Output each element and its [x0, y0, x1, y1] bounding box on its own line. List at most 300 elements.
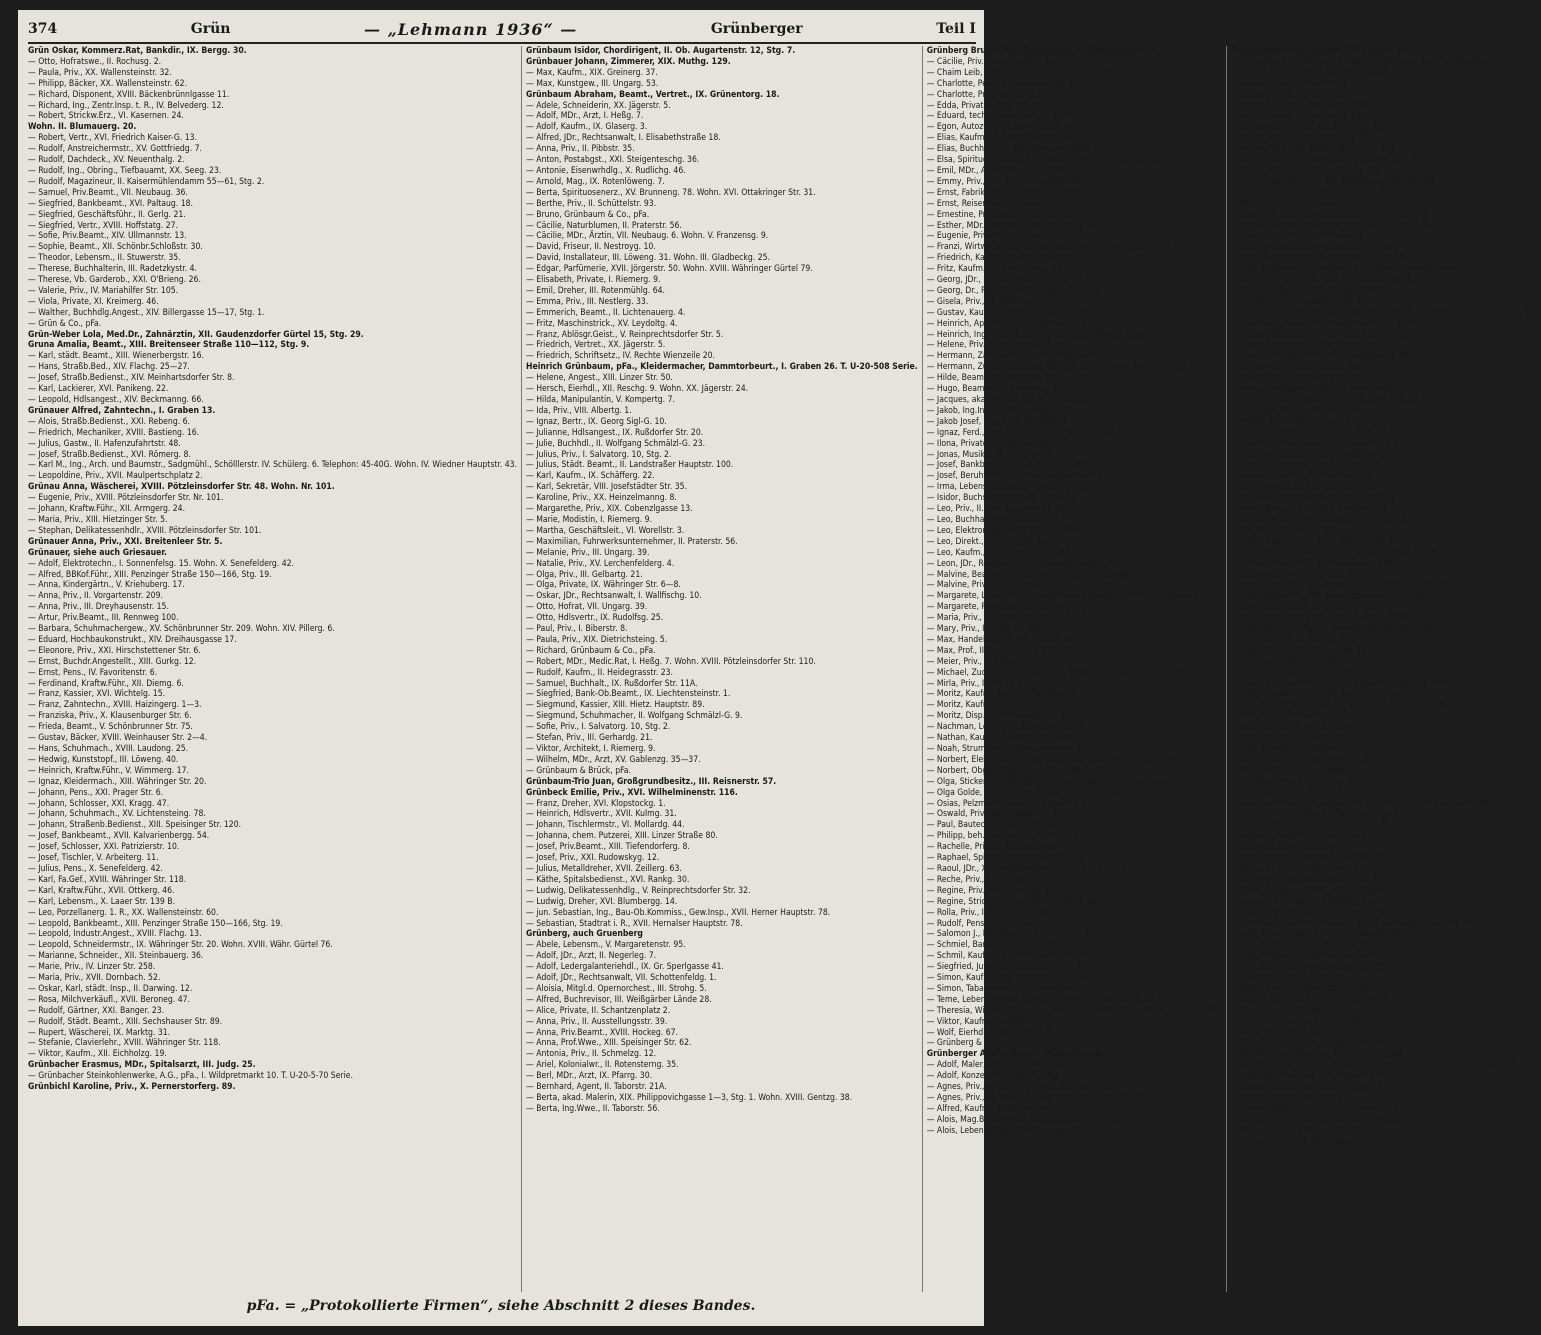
directory-entry: — Viktor, Architekt, I. Riemerg. 9. [526, 744, 656, 754]
directory-entry: — Stephan, Delikatessenhdlr., XVIII. Pötzleinsdorfer Str. 101. [28, 525, 262, 536]
directory-entry: — Alois, Lebensmittel, XIX. Sommerg. 2. [926, 1125, 1083, 1136]
directory-entry: — Else, Lebensm., II. Stuwerstr. 14. Wohn. II. Arnezhoferstr. 7. [1230, 264, 1470, 275]
directory-entry: — Friedrich, Kaufm., XI. Wiesingerstr. 1. [926, 253, 1080, 264]
directory-entry: — Karoline, Priv., X. Landgutg. 5. [1230, 765, 1358, 776]
directory-entry: — Josef, MDr., Arzt, VIII. Josefstädter Straße 81—83, Stg. 1. [1230, 580, 1459, 591]
directory-entry: — Berta, Spirituosenerz., XV. Brunneng. 78. Wohn. XVI. Ottakringer Str. 31. [526, 187, 816, 198]
directory-entry: — Paula, Priv., XIX. Dietrichsteing. 5. [526, 634, 668, 645]
directory-entry: — Maria, Priv., XVII. Dornbach. 52. [28, 973, 161, 984]
directory-entry: — Ida, Priv., VIII. Albertg. 1. [526, 405, 632, 416]
directory-entry: — Grünbacher Steinkohlenwerke, A.G., pFa., I. Wildpretmarkt 10. T. U-20-5-70 Serie. [28, 1071, 353, 1082]
directory-entry: — Emma, Priv., III. Nestlerg. 33. [526, 296, 649, 307]
directory-entry: — Emmy, Priv., XIX. Grinzinger Allee 38. [926, 176, 1082, 187]
directory-entry: — Paul, Priv., I. Biberstr. 8. [526, 624, 628, 635]
directory-entry: — Olga, Private, IX. Währinger Str. 6—8. [526, 580, 681, 591]
directory-entry: — Anna, Gastw., VII. Halbg. 22. [1230, 89, 1351, 100]
directory-entry: — Karl, Kraftw.Führ., XVII. Ottkerg. 46. [28, 885, 175, 896]
directory-entry: — Johann, Kaufgehilf., X. Favoritenstr. 264. [1230, 558, 1396, 569]
part-label: Teil I [936, 21, 976, 37]
directory-entry: — Anton, Magazineur, II. Kleistg. 28. [1230, 133, 1372, 144]
directory-entry: — Marie, Priv., II. Ob. Weißgerberstr. 14. [1230, 874, 1385, 885]
directory-entry: — Josef, Straßb.Bedienst., XVI. Römerg. 8. [28, 449, 191, 460]
directory-entry: — Anna, Priv.Beamt., XVIII. Hockeg. 67. [526, 1027, 679, 1038]
directory-entry: — Natalie, Priv., XV. Lerchenfelderg. 4. [526, 558, 675, 569]
directory-entry: — Elias, Kaufm., X. Raaberbahng. 14. [926, 133, 1072, 144]
directory-entry: — Arnold, Mag., IX. Rotenlöweng. 7. [526, 176, 665, 187]
directory-entry: — Anna, Priv., XVIII. Gymnasiumstr. 24A. [1230, 100, 1388, 111]
directory-entry: — Adolf, JDr., Arzt, II. Negerleg. 7. [526, 951, 657, 962]
directory-entry: — Ludwig, Kaufm., XIII. Neumanerg. 37. [1230, 853, 1385, 864]
directory-entry: — Ignaz, Bertr., IX. Georg Sigl-G. 10. [526, 416, 667, 427]
header-right-word: Grünberger [710, 21, 803, 37]
directory-entry: — Johann, Schlosser, XXI. Kragg. 47. [28, 798, 170, 809]
directory-entry: — Rudolf, Ing., Obring., Tiefbauamt, XX. Seeg. 23. [28, 165, 222, 176]
directory-entry: — Therese, Priv., I. Seilerstätte 17. [1230, 1125, 1365, 1136]
directory-entry: — Ignaz, Ferd., Arzt, Chefadmin., II. Schwarzeng. 6. [926, 427, 1126, 438]
directory-entry: — Julius, Städt. Beamt., II. Landstraßer Hauptstr. 100. [526, 460, 734, 471]
directory-entry: — Adele, Schneiderin, XX. Jägerstr. 5. [526, 100, 671, 111]
directory-entry: — Berthe, Priv., II. Schüttelstr. 93. [526, 198, 657, 209]
directory-entry: — Teme, Lebensm., XIX. Hardtg. 34. Wohn. XIX. Hardtg. 33. [926, 994, 1157, 1005]
directory-entry: — Isidor, Buchsachverst., IX. Hörlg. 11. [926, 493, 1078, 504]
directory-entry: — David, Installateur, III. Löweng. 31. Wohn. III. Gladbeckg. 25. [526, 253, 771, 264]
directory-entry: — Karl, Lackierer, XVI. Panikeng. 22. [28, 384, 169, 395]
directory-entry: — Josef, Lebensm., I. Biberstr. 10. Wohn. Nr. 9. [1230, 613, 1411, 624]
directory-entry: — Josef, Schlosser, XXI. Patrizierstr. 10. [28, 842, 180, 853]
directory-entry: — Sofie, Priv., I. Salvatorg. 10, Stg. 2. [526, 722, 671, 733]
directory-entry: Grünauer Anna, Priv., XXI. Breitenleer Str. 5. [28, 536, 223, 547]
directory-entry: — Josef, BBBeamt., XXI. Kaiser-Ebersdorfer Str. 307. [1230, 591, 1432, 602]
directory-entry: — Norbert, Elektromaterialgroßhdlg., XIX. Gregor Mendel-Str. 44. [926, 754, 1178, 765]
directory-entry: — Leopold, Bankbeamt., XIII. Penzinger Straße 150—166, Stg. 19. [28, 918, 283, 929]
directory-entry: — Viktor, MDr., Arzt, VIII. Zeltg. 6. [1230, 1136, 1361, 1147]
directory-entry: — Christine, Hundeportuast., XVI. Lindauergasse 2. [1230, 209, 1430, 220]
directory-entry: — Max, Kaufm., XIX. Greinerg. 37. [526, 67, 658, 78]
directory-entry: — Julie, Portiere, X. Fernkorng. 99. [1230, 667, 1363, 678]
directory-entry: — Friedrich, Fleischhau., XIV. Strandbildg. 16. [1230, 438, 1407, 449]
directory-entry: — Maria, Priv., XIII. Hietzinger Str. 5. [28, 514, 168, 525]
directory-entry: — Oskar, JDr., Rechtsanwalt, I. Wallfischg. 10. [526, 591, 702, 602]
directory-entry: — Richard, Disponent, XVIII. Bäckenbrünnlgasse 11. [28, 89, 230, 100]
directory-entry: — Max, Kunstgew., III. Ungarg. 53. [526, 78, 659, 89]
directory-entry: — Stefan, Priv., III. Gerhardg. 21. [526, 733, 653, 744]
directory-entry: — Emmerich, Beamt., II. Lichtenauerg. 4. [526, 307, 686, 318]
directory-entry: — Rudolf, Dachdeck., XV. Neuenthalg. 2. [28, 155, 185, 166]
directory-entry: — Margarete, Lebensm., V. Siebenbrunnengasse 42. Wohn. II. Molkereistr. 3. [926, 591, 1222, 602]
directory-entry: — Therese, Lebensm., XIV. Wimbergerg. 33. [1230, 1114, 1401, 1125]
directory-entry: — Emil, Dreher, III. Rotenmühlg. 64. [526, 285, 665, 296]
directory-entry: — Alpern Fliegfeld, Hankstr 60 Wohn. II. [1230, 449, 1385, 460]
directory-entry: — Berta, Ing.Wwe., II. Taborstr. 56. [526, 1103, 660, 1114]
directory-entry: — Adolf, Maler, VII. Schottenfeldg. 46. [926, 1060, 1074, 1071]
directory-entry: — Alfred, Buchrevisor, III. Weißgärber Lände 28. [526, 994, 712, 1005]
directory-entry: — Edda, Private, XVIII. Schulg. 32. [926, 100, 1059, 111]
directory-entry: — Eduard, Bäcker, XI. Rinnböckstr. 70. [1230, 231, 1380, 242]
directory-entry: — Bruno, Grünbaum & Co., pFa. [526, 209, 650, 220]
directory-entry: — Leopold, Angestellt., IV. Fleischmanng. 9. [1230, 809, 1400, 820]
directory-entry: — Anton, Schlosser, XI. Herbortg. 22—24, Stg. 13. [1230, 155, 1425, 166]
directory-entry: — Ludwig, Delikatessenhdlg., V. Reinprechtsdorfer Str. 32. [526, 885, 751, 896]
directory-entry: — Franz, Zahntechn., XVIII. Haizingerg. 1—3. [28, 700, 202, 711]
directory-entry: — Cäcilie, MDr., Ärztin, VII. Neubaug. 6. Wohn. V. Franzensg. 9. [526, 231, 769, 242]
directory-entry: — Franziska, Priv., X. Klausenburger Str. 6. [28, 711, 192, 722]
directory-entry: — Johann, Tischlermstr., VI. Mollardg. 44. [526, 820, 685, 831]
directory-entry: — Rudolf, Pens., II. Schüttelstr. 57. [926, 918, 1060, 929]
directory-entry: — Leopold, Hdlsangest., XIV. Beckmanng. 66. [28, 395, 204, 405]
directory-entry: — Franz, Mechaniker, XX. Jannstr. 1. [1230, 373, 1370, 384]
directory-entry: — Paula, Priv., XX. Wallensteinstr. 32. [28, 67, 172, 78]
directory-entry: — David, Friseur, II. Nestroyg. 10. [526, 242, 656, 253]
directory-entry: — Leo, Konfektion, XX. Leopoldstr. 78. Wohn. IV. Wiedner Gürtel 44. [1230, 798, 1492, 809]
directory-entry: — Agnes, Priv., IX. Lazarettg. 12. Wohn. IX. Porzellang. 5. [926, 1093, 1147, 1103]
directory-entry: — Amalie, Priv., IX. Patzfeldstr. 3. [1230, 78, 1359, 89]
directory-entry: — Marianne, Schneider., XII. Steinbauerg. 36. [28, 951, 204, 962]
directory-entry: — Leo, Porzellanerg. 1. R., XX. Wallensteinstr. 60. [28, 907, 219, 918]
directory-entry: — Olga, Priv., III. Gelbartg. 21. [526, 569, 643, 580]
directory-entry: — Moritz, Kaufm., II. Glockeng. 1. [926, 700, 1056, 711]
directory-entry: — Viktor, Kaufm., IV. Mühlg. 56. [926, 1016, 1049, 1027]
directory-entry: — Karoline, Priv., XII. Koringg. 1. [1230, 776, 1355, 787]
directory-entry: — Anna, Kindergärtn., V. Kriehuberg. 17. [28, 580, 185, 591]
directory-entry: — Elisabeth, Private, I. Riemerg. 9. [526, 275, 661, 286]
directory-entry: — Josef, Bankbeamt., XVII. Kalvarienbergg. 54. [28, 831, 210, 842]
directory-entry: — Anna, Prof.Wwe., XIII. Speisinger Str. 62. [526, 1038, 692, 1049]
directory-entry: — Ernst, Fabriksdir., XVIII. Edelhofg. 36. [926, 187, 1080, 198]
directory-entry: Grünauer Alfred, Zahntechn., I. Graben 13. [28, 405, 216, 416]
directory-entry: — Matthias, Straßenb.Bedienst., XVI. Landstraßer Hauptstr. 72. [1230, 918, 1475, 929]
directory-entry: — Felix, MDr., Arzt, XX. Brigittenauer Lände 46. Wohn. IX. Sechsschimmelg. 17. [1230, 307, 1538, 318]
directory-entry: — Philipp, beh. Zahntechn., III. Hegg. 34. [926, 831, 1086, 842]
directory-entry: — Martina, Borrickt., X. Steudelg. 36. [1230, 896, 1375, 907]
directory-entry: — Jakob Josef, Ing., Priv., IX. Glaserg. 9. [926, 416, 1079, 427]
directory-entry: Grün Oskar, Kommerz.Rat, Bankdir., IX. Bergg. 30. [28, 46, 247, 56]
directory-entry: — Franz, Schlosser, XI. Schanzung. 2—6, Stg. 13. [1230, 395, 1421, 405]
directory-entry: — Rupert, Wäscherei, IX. Marktg. 31. [28, 1027, 171, 1038]
directory-entry: — Karl, Schneider, XVI. Sabelg. 9. [1230, 722, 1361, 733]
directory-entry: — Franz, Hilfsarb., XV. Zinkeg. 36. [1230, 362, 1362, 373]
directory-entry: — Ferdinand, Kraftw.Führ., XII. Diemg. 6. [28, 678, 184, 689]
directory-entry: — Theresia, Wirtwr., III. Landstr. Hauptstraße 16. Wohn. III. St. Johann-G. 16. [926, 1005, 1221, 1016]
directory-entry: — Moritz, Kaufm., XVIII. Hoffstattg. 23. [926, 689, 1076, 700]
directory-entry: — Raphael, Spielwarbrt., IX. Glaserg. 10. [926, 853, 1085, 864]
directory-entry: — Frieda, Beamt., V. Schönbrunner Str. 75. [28, 722, 193, 733]
directory-entry: — Jacques, akad. Maler, XIX. Huttmanng. 102. [926, 395, 1106, 405]
directory-entry: — Max, Vertret., XIX. Heiligenstädter Str. 165. [1230, 929, 1408, 940]
directory-entry: — Rosa, Milchverkäufl., XVII. Beroneg. 47. [28, 994, 191, 1005]
directory-entry: — Oswald, Priv., III. Radetzkystr. 12. [926, 809, 1065, 820]
directory-entry: — Ida, Priv., XII. Fenzig. 19. [1230, 525, 1336, 536]
directory-entry: — Adolf, MDr., Arzt, I. Heßg. 7. [526, 111, 644, 122]
directory-entry: — Grün & Co., pFa. [28, 318, 102, 329]
directory-entry: — Adolf, Ledergalanteriehdl., IX. Gr. Sperlgasse 41. [526, 962, 724, 973]
directory-entry: — Frieda, Buchbdst.Einleg., XII. Fochg. 22. [1230, 416, 1394, 427]
directory-entry: — Otto, Hdlsvertr., IX. Rudolfsg. 25. [526, 613, 664, 624]
directory-entry: — Bertha, Priv., XVII. Kreuzg. 35. [1230, 198, 1357, 209]
directory-entry: — Gustav, Juwelier, IV. Heumühlg. 6. [1230, 471, 1372, 482]
directory-entry: Gruna Amalia, Beamt., XIII. Breitenseer Straße 110—112, Stg. 9. [28, 340, 310, 351]
directory-entry: — Marie, Priv., IV. Linzer Str. 258. [28, 962, 156, 973]
directory-entry: Heinrich Grünbaum, pFa., Kleidermacher, Dammtorbeurt., I. Graben 26. T. U-20-508 Serie. [526, 362, 918, 373]
directory-entry: — Otto, Hofrat, VII. Ungarg. 39. [526, 602, 648, 613]
directory-entry: — Rolla, Priv., I. Hoher Markt 8. [926, 907, 1047, 918]
directory-entry: — Leopold, Bäcker, I. Rubelingang. 1—3. [1230, 820, 1388, 831]
directory-entry: — Alice, Private, II. Schantzenplatz 2. [526, 1005, 671, 1016]
directory-entry: — Chaim Leib, Kaffeemach., II. Schönlaterng. 3. [926, 67, 1112, 78]
directory-entry: — Marie, Steuermsdl.Wt., XXI. Sollingerg. 3. [1230, 885, 1401, 896]
directory-entry: — Samuel, Kürschner, VI. Mariahilfer Straße 105. Wohn. II. Rotensterng. 7. [1230, 1060, 1518, 1071]
directory-entry: — Emil, Priv.Beamt., XXI. Prager Str. 88. [1230, 285, 1385, 296]
directory-entry: — Abele, Lebensm., V. Margaretenstr. 95. [526, 940, 686, 951]
directory-entry: — Eduard, Hochbaukonstrukt., XIV. Dreihausgasse 17. [28, 634, 237, 645]
directory-entry: — Gustav, Bäcker, XVIII. Weinhauser Str. 2—4. [28, 733, 208, 744]
directory-entry: — Walther, Buchhdlg.Angest., XIV. Billergasse 15—17, Stg. 1. [28, 307, 265, 318]
directory-entry: — Valerie, Priv., IV. Mariahilfer Str. 105. [28, 285, 179, 296]
directory-entry: — Leopoldine, Priv., XVII. Maulpertschplatz 2. [28, 471, 203, 482]
directory-entry: Grünbaum-Trio Juan, Großgrundbesitz., III. Reisnerstr. 57. [526, 776, 777, 787]
directory-entry: — Barbara, Schuhmachergew., XV. Schönbrunner Str. 209. Wohn. XIV. Pillerg. 6. [28, 624, 335, 635]
directory-entry: — Gisela, Priv., IX. Glaserg. 7. [926, 296, 1042, 307]
directory-entry: — Otto, Pens., II. Mühlg. 1, Stg. 2. [1230, 1005, 1361, 1016]
directory-entry: — Friederike, Bankbeamt., XVIII. Staudg. 68. [1230, 427, 1403, 438]
directory-entry: — Heinrich, Hdlsvertr., XVII. Kulmg. 31. [526, 809, 677, 820]
directory-column-3 [923, 46, 1227, 1292]
directory-entry: — Hermann, Zahntechn., II. Unt. Augartenstr. 5. [926, 351, 1112, 362]
directory-column-1 [24, 46, 522, 1292]
directory-entry: — Julianne, Hdlsangest., IX. Rußdorfer Str. 20. [526, 427, 704, 438]
directory-entry: — Käthe, Spitalsbedienst., XVI. Rankg. 30. [526, 874, 690, 885]
directory-entry: — Otto, Hofratswe., II. Rochusg. 2. [28, 56, 162, 67]
directory-entry: — Robert, Strickw.Erz., VI. Kasernen. 24. [28, 111, 184, 122]
directory-entry: — Anna, Schneiderin, XIII. Eberingg. 13. [1230, 122, 1386, 133]
directory-entry: — Anton, Postabgst., XXI. Steigenteschg. 36. [526, 155, 700, 166]
directory-entry: — Josef, Mil.Gan.Offiz., III. Landstr. Hauptstraße 146. [1230, 624, 1434, 635]
directory-entry: — Salomon J., Hausier., XX. Rauscherstr. 7. [926, 929, 1093, 940]
directory-entry: — Robert, MDr., Medic.Rat, I. Heßg. 7. Wohn. XVIII. Pötzleinsdorfer Str. 110. [526, 656, 816, 667]
directory-entry: — Samuel, Buchhalt., IX. Rußdorfer Str. 11A. [526, 678, 698, 689]
directory-entry: — Viktor, Kaufm., XII. Eichholzg. 19. [28, 1049, 167, 1060]
directory-entry: — Leo, Buchhalter, IX. Alserstr. 12. [926, 514, 1062, 525]
directory-entry: — Cäcilie, Naturblumen, II. Praterstr. 56. [526, 220, 682, 231]
directory-entry: — Karl, Fa.Gef., XVIII. Währinger Str. 118. [28, 874, 187, 885]
directory-entry: — Rudolf, Schneidermstr., XVII. Bergsteig 38. [1230, 1049, 1405, 1060]
directory-entry: — Max, Reisend., IX. Währinger Gürtel 10. [1230, 951, 1394, 962]
directory-entry: — Alois, Straßb.Bedienst., XXI. Rebeng. 6. [28, 416, 191, 427]
directory-entry: — Georg, JDr., Ldgr.Rat, XVIII. Genzg. 38. [926, 275, 1085, 286]
directory-entry: — Julius, Metalldreher, XVII. Zeillerg. 63. [526, 863, 682, 874]
directory-entry: — Leopold, Industr.Angest., XVIII. Flachg. 13. [28, 929, 202, 940]
directory-entry: — Martha, Geschäftsleit., VI. Worellstr. 3. [526, 525, 685, 536]
directory-entry: — Philipp, Bäcker, XX. Wallensteinstr. 62. [28, 78, 188, 89]
directory-entry: — Anna, Priv., II. Pibbstr. 35. [526, 144, 635, 155]
directory-entry: — Leo, Kaufm., XVIII. Karl Beck-G. 41. [926, 547, 1073, 558]
directory-entry: — Emil, Ablösgangest., XVII. Schottenfeldg. 64. [1230, 275, 1414, 286]
directory-entry: — Leopold, Konditor, XV. Gr. Paterg. 9. [1230, 831, 1378, 842]
directory-entry: — Karl, Sekretär, VIII. Josefstädter Str. 35. [526, 482, 688, 493]
directory-entry: Grünberger Adele, Modes, III. Ungarg. 9. [926, 1049, 1105, 1060]
directory-entry: — Ferdinand, Kasss., XII. Hetzendorfer Str. 104A. [1230, 318, 1419, 329]
directory-entry: — Rudolf, Städt. Beamt., XIII. Sechshauser Str. 89. [28, 1016, 223, 1027]
directory-entry: — Julius, Gastw., II. Hafenzufahrtstr. 48. [28, 438, 181, 449]
directory-entry: — Siegfried, Geschäftsführ., II. Gerlg. 21. [28, 209, 186, 220]
directory-entry: — Ernst, Buchdr.Angestellt., XIII. Gurkg. 12. [28, 656, 197, 667]
directory-entry: — Alois, JDr., Rechtsanw., I. Frenzing 7. Wohn. IX. Peter Jordan-Str. 47. [1230, 56, 1499, 67]
directory-entry: — Fritz, Kaufm., IV. Blechturmg. 18. [926, 264, 1064, 275]
directory-entry: — Rudolf, Anstreichermstr., XV. Gottfriedg. 7. [28, 144, 202, 155]
directory-entry: — Maximilian, Amtl.Rat, IV. Str. 9. [1230, 973, 1360, 984]
directory-entry: — Berta, akad. Malerin, XIX. Philippovichgasse 1—3, Stg. 1. Wohn. XVIII. Gentzg. 38. [526, 1093, 853, 1103]
directory-entry: — Alfred, BBKof.Führ., XIII. Penzinger Straße 150—166, Stg. 19. [28, 569, 272, 580]
directory-entry: — Friedrich, Vertret., XX. Jägerstr. 5. [526, 340, 666, 351]
directory-entry: — Therese, Vb. Garderob., XXI. O'Brieng. 26. [28, 275, 201, 286]
directory-entry: — Josef, Fleischhau., X. Schleierg. 11. [1230, 602, 1377, 613]
directory-entry: — Moritz, Disp., IX. Währinger Str. 25. [926, 711, 1073, 722]
directory-entry: — Alois, Mag.Beamt., XXI. An d. unt. alten Donau 61A. [926, 1114, 1137, 1125]
directory-entry: — Jonas, Musiker, II. Schreig. 12. [926, 449, 1053, 460]
directory-entry: — Max, Speisewr., IX. Währinger Str. 25. [1230, 962, 1386, 973]
directory-entry: — Franz, Dreher, XVI. Klopstockg. 1. [526, 798, 666, 809]
directory-entry: — Antonia, Priv., II. Schmelzg. 12. [526, 1049, 657, 1060]
directory-entry: — Karl, städt. Beamt., XIII. Wienerbergstr. 16. [28, 351, 204, 362]
directory-entry: — Sebastian, Stadtrat i. R., XVII. Hernalser Hauptstr. 78. [526, 918, 743, 929]
directory-entry: — August, Bankbeamt., XIII. Hütteldorfer Straße 283. [1230, 176, 1437, 187]
directory-entry: — Berl, MDr., Arzt, IX. Pfarrg. 30. [526, 1071, 653, 1082]
directory-entry: Grünbeck Emilie, Priv., XVI. Wilhelminenstr. 116. [526, 787, 738, 798]
directory-entry: — Anna, Priv., II. Vorgartenstr. 209. [28, 591, 163, 602]
directory-entry: — Siegmund, Schuhmacher, II. Wolfgang Schmälzl-G. 9. [526, 711, 743, 722]
directory-entry: — Oskar, Karl, städt. Insp., II. Darwing. 12. [28, 983, 193, 994]
directory-entry: — Siegfried, Juwelier, II. Ob. Donaustr. 107. [926, 962, 1094, 973]
directory-entry: — Helene, Priv., I. Gonzagag. 11. [926, 340, 1054, 351]
directory-entry: — Eugenie, Priv., XVIII. Pötzleinsdorfer Str. Nr. 101. [28, 493, 224, 504]
directory-entry: Grünbacher Erasmus, MDr., Spitalsarzt, III. Judg. 25. [28, 1060, 256, 1071]
directory-entry: — Anton, Pens., XX. Robert Blum-G. 3, Stg. 4. [1230, 144, 1407, 155]
directory-entry: — Norbert, Obgemälde, II. Schöllerhofg. 7—9. [926, 765, 1104, 776]
directory-entry: Grün-Weber Lola, Med.Dr., Zahnärztin, XII. Gaudenzdorfer Gürtel 15, Stg. 29. [28, 329, 364, 340]
directory-entry: — Anna, Priv., III. Dreyhausenstr. 15. [28, 602, 169, 613]
directory-entry: — Franz, Ablösgr.Geist., V. Reinprechtsdorfer Str. 5. [526, 329, 724, 340]
page-number: 374 [28, 21, 58, 37]
directory-entry: — Olga Golde, Beamtenwe., IX. Sechsschimmelg. 1. [926, 787, 1128, 798]
directory-columns [24, 46, 1538, 1292]
directory-entry: — Heinrich, Apothek., V. Margaretenstr. 75. [926, 318, 1094, 329]
directory-entry: — Paula, Pens., XVI. Kirchstetterg. 52. [1230, 1027, 1377, 1038]
directory-entry: — Ilona, Private, II. Rembrandtstr. 33. [926, 438, 1072, 449]
directory-entry: — Siegfried, Bank-Ob.Beamt., IX. Liechtensteinstr. 1. [526, 689, 731, 700]
directory-entry: — Franz, BBAdvert., XV. Gebrüder Lang-G. 16. [1230, 329, 1409, 340]
directory-entry: — Richard, Grünbaum & Co., pFa. [526, 645, 656, 656]
directory-entry: — Reche, Priv., I. Judeng. 3. [926, 874, 1033, 885]
directory-entry: — Hilde, Beamt., II. Gr. Pfarrg. 17. [926, 373, 1058, 384]
directory-entry: — Edgar, Bücherrevisor, XIV. Sechshauser Gürtel 9. [1230, 220, 1430, 231]
directory-entry: — Karl, Kaufm., IX. Schäfferg. 22. [526, 471, 655, 482]
directory-entry: — Eleonore, Priv., XXI. Hirschstettener Str. 6. [28, 645, 201, 656]
directory-entry: — Hilda, Manipulantin, V. Kompertg. 7. [526, 395, 675, 405]
directory-entry: — Esther, MDr., Zahnärztin, VII. Lindeng. 3. [926, 220, 1094, 231]
directory-entry: — Jonas, Pens., VI. Feldergstr. 17. [1230, 569, 1360, 580]
directory-entry: — Ludwig, Dreher, XVI. Blumbergg. 14. [526, 896, 678, 907]
directory-entry: — Moritz, Pens., III. Landstr. Hauptstr. 97. [1230, 994, 1390, 1005]
directory-entry: — Maria, Priv., XII. Unt.Meidl.Hauptstr. 72. [926, 613, 1089, 624]
directory-entry: — Franziska, Köchin, XX. Lausg. 4. [1230, 405, 1363, 416]
directory-entry: — Regine, Strickwr., III. Landstr.Hauptstr. 107. [926, 896, 1104, 907]
directory-entry: — Simon, Kaufm., XIX. Sprillenbergerg. 22. [926, 973, 1093, 984]
directory-entry: — Siegmund, Schuhmach., II. Judeng. 1. [1230, 1082, 1386, 1093]
directory-entry: — Max, Prof., II. Schöllerhofg. 10—12. [926, 645, 1072, 656]
directory-entry: — Leo, Uhrmacher., XX. Othbergg. 26. [1230, 787, 1379, 798]
directory-entry: — Wilhelm, MDr., Arzt, XV. Gablenzg. 35—37. [526, 754, 701, 765]
directory-entry: — Alfred, Kaufm., V. Bacherplatz 5. [926, 1103, 1062, 1114]
directory-entry: — Siegmund, Kassier, XIII. Hietz. Hauptstr. 89. [526, 700, 705, 711]
directory-entry: — Hersch, Eierhdl., XII. Reschg. 9. Wohn. XX. Jägerstr. 24. [526, 384, 749, 395]
directory-entry: — Friedrich, Mechaniker, XVIII. Bastieng. 16. [28, 427, 200, 438]
directory-entry: — Eugenie, Private, II. Fugbachg. 6. [926, 231, 1065, 242]
directory-entry: — Maria, Priv., IV. Schleifmühlg. 6. [1230, 863, 1363, 874]
directory-entry: — Franz, Bahnbeamt., XIV. Pfenningg. 10. [1230, 340, 1392, 351]
directory-entry: — Josef, Beruhftlehr., II. Untere Augartenstr. 5. [926, 471, 1106, 482]
directory-entry: — Wolf, Eierhdl., II. Leopoldsg. 5. [926, 1027, 1054, 1038]
directory-entry: — Aloisia, Mitgl.d. Opernorchest., III. Strohg. 5. [526, 983, 707, 994]
directory-entry: — Meier, Priv., II. Wolmutstr. 19—21. [1230, 983, 1372, 994]
directory-entry: — Franz, Postbeamt., XVIII. Gymnasiumstr. 26. [1230, 384, 1411, 395]
directory-entry: Grünberger Alois, Pfleger, XX. Lenstr. 19. [1230, 46, 1410, 56]
directory-entry: — Leo, Elektromaterial, II. Taborstr. 76A. [926, 525, 1082, 536]
directory-entry: — Marie, Modistin, I. Riemerg. 9. [526, 514, 653, 525]
directory-entry: — Robert, Vertr., XVI. Friedrich Kaiser-G. 13. [28, 133, 198, 144]
directory-entry: Grünbichl Karoline, Priv., X. Pernerstorferg. 89. [28, 1082, 236, 1093]
directory-entry: — Stefanie, Clavierlehr., XVIII. Währinger Str. 118. [28, 1038, 221, 1049]
directory-entry: — Hugo, Beamter, V. Franzensg. 9. [926, 384, 1062, 395]
directory-page [18, 10, 1538, 1326]
directory-entry: — Adolf, Konzertmstr., XIII. Fünfhg. 2. [926, 1071, 1071, 1082]
directory-entry: — Karl, Gastw., VII. Burgg. 89. Wohn. VII. Schottenfeldg. 66. [1230, 700, 1462, 711]
footer-note: pFa. = „Protokollierte Firmen“, siehe Abschnitt 2 dieses Bandes. [246, 1298, 756, 1314]
directory-entry: — Noah, Strumpfwr., V. Margaretenstr. 82. [926, 744, 1090, 754]
directory-column-4 [1227, 46, 1541, 1292]
directory-entry: — Josef, Priv.Beamt., XIII. Tiefendorferg. 8. [526, 842, 690, 853]
header-left-word: Grün [190, 21, 231, 37]
directory-entry: — Gustav, Kaufm., II. Ausstellungsstr. 48. [926, 307, 1087, 318]
directory-entry: — Anna, Priv., II. Ausstellungsstr. 39. [526, 1016, 668, 1027]
directory-entry: — Egon, Autozubehör, III. Kleinerg. 4. [926, 122, 1072, 133]
directory-entry: — Julius, Pens., X. Senefelderg. 42. [28, 863, 163, 874]
directory-entry: — Meier, Priv., II. Karmeliterg. 7. [926, 656, 1052, 667]
directory-entry: — Schmiel, Bankbeamt., XX. Kluckyg. 4. [926, 940, 1083, 951]
directory-entry: — Grünberg & Co., pFa. [926, 1038, 1018, 1049]
directory-entry: — Julie, Pens., XVIII. Camillianerg. 2. [1230, 656, 1371, 667]
directory-entry: — Olga, Stickerei, IV. Margaretenstr. 47. Wohn. IV. Gr. Neug. 44. [926, 776, 1172, 787]
directory-entry: — Rudolf, Gärtner, XXI. Banger. 23. [28, 1005, 165, 1016]
directory-entry: — Margarethe, Priv., XIX. Cobenzlgasse 13. [526, 504, 693, 515]
directory-entry: — Martina, PhDr., Agentur, I. Herreng. 6. [1230, 907, 1387, 918]
directory-entry: — Therese, Buchhalterin, III. Radetzkystr. 4. [28, 264, 197, 275]
directory-entry: — Ariel, Kolonialwr., II. Rotensterng. 35. [526, 1060, 679, 1071]
directory-entry: — Georg, Dr., Redakt., II. Schlöllerhofg. 7—9. [926, 285, 1100, 296]
directory-entry: — Hans, Straßb.Bed., XIV. Flachg. 25—27. [28, 362, 190, 373]
directory-entry: — Emil, MDr., Arzt, II. Taborstr. 76A. [926, 165, 1064, 176]
directory-entry: — Sophie, Beamt., XII. Schönbr.Schloßstr. 30. [28, 242, 203, 253]
directory-entry: — Otto, Tischler, XVI. Kreuzstr. 47. [1230, 1016, 1364, 1027]
directory-entry: — Paul, Bautechn., I. Spiegelg. 2. [926, 820, 1055, 831]
directory-entry: Grünau Anna, Wäscherei, XVIII. Pötzleinsdorfer Str. 48. Wohn. Nr. 101. [28, 482, 335, 493]
directory-entry: — Hermann, Zuckerbäcker, IX. Rögerg. 18. Wohn. IX. Rußdorfer Str. 77. [926, 362, 1202, 373]
directory-entry: — Cäcilie, Priv., IV. Heumühlg. 14. [926, 56, 1057, 67]
directory-entry: — Malvine, Priv., VI. Köstlerg. 1. [926, 580, 1049, 591]
directory-entry: — Lili, Priv., XVIII. Edelhofg. 7. [1230, 842, 1347, 853]
directory-entry: — Simon, Wohn.Offiz., I. R. XIII. Ebering. 21. [1230, 1103, 1401, 1114]
directory-entry: — Julius, Priv., I. Salvatorg. 10, Stg. 2. [526, 449, 672, 460]
directory-entry: — Alfred, JDr., Rechtsanwalt, I. Elisabethstraße 18. [526, 133, 721, 144]
directory-entry: — Elias, Buchhdl., XX. Brigittenauer Lände 16. [926, 144, 1106, 155]
